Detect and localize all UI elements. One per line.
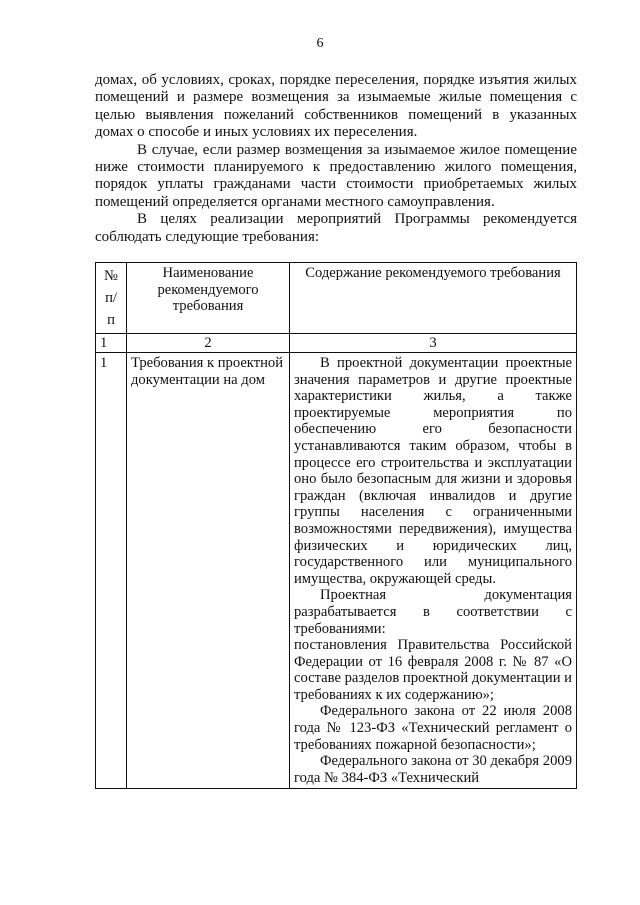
page-number: 6 <box>316 36 324 51</box>
table-header-row <box>96 263 577 334</box>
content-paragraph: постановления Правительства Российской Федерации от 16 февраля 2008 г. № 87 «О составе разделов проектной документации и требованиях к их содержанию»; <box>294 637 572 703</box>
content-paragraph: Федерального закона от 30 декабря 2009 года № 384-ФЗ «Технический <box>294 753 572 786</box>
paragraph-continuation: домах, об условиях, сроках, порядке переселения, порядке изъятия жилых помещений и размере возмещения за изымаемые жилые помещения с целью выявления пожеланий собственников помещений в указанных домах о способе и иных условиях их переселения. <box>95 72 577 141</box>
content-paragraph: Федерального закона от 22 июля 2008 года № 123-ФЗ «Технический регламент о требованиях пожарной безопасности»; <box>294 703 572 753</box>
content-paragraph: В проектной документации проектные значения параметров и другие проектные характеристики жилья, а также проектируемые мероприятия по обеспечению его безопасности устанавливаются таким образом, чтобы в процессе его строительства и эксплуатации оно было безопасным для жизни и здоровья граждан (включая инвалидов и другие группы населения с ограниченными возможностями передвижения), имущества физических и юридических лиц, государственного или муниципального имущества, окружающей среды. <box>294 355 572 587</box>
paragraph-requirements-intro: В целях реализации мероприятий Программы рекомендуется соблюдать следующие требования: <box>95 211 577 245</box>
table-row <box>96 353 577 789</box>
body-text <box>95 72 577 246</box>
requirements-table <box>95 262 577 789</box>
column-number-row <box>96 334 577 353</box>
paragraph-compensation: В случае, если размер возмещения за изымаемое жилое помещение ниже стоимости планируемого к предоставлению жилого помещения, порядок уплаты гражданами части стоимости приобретаемых жилых помещений определяется органами местного самоуправления. <box>95 141 577 210</box>
content-paragraph: Проектная документация разрабатывается в соответствии с требованиями: <box>294 587 572 637</box>
column-number: 2 <box>127 334 290 353</box>
row-name: Требования к проектной документации на дом <box>127 353 290 789</box>
column-number: 3 <box>290 334 577 353</box>
row-number: 1 <box>96 353 127 789</box>
header-content: Содержание рекомендуемого требования <box>290 263 577 334</box>
header-name: Наименование рекомендуемого требования <box>127 263 290 334</box>
row-content <box>290 353 577 789</box>
header-number: № п/ п <box>96 263 127 334</box>
column-number: 1 <box>96 334 127 353</box>
